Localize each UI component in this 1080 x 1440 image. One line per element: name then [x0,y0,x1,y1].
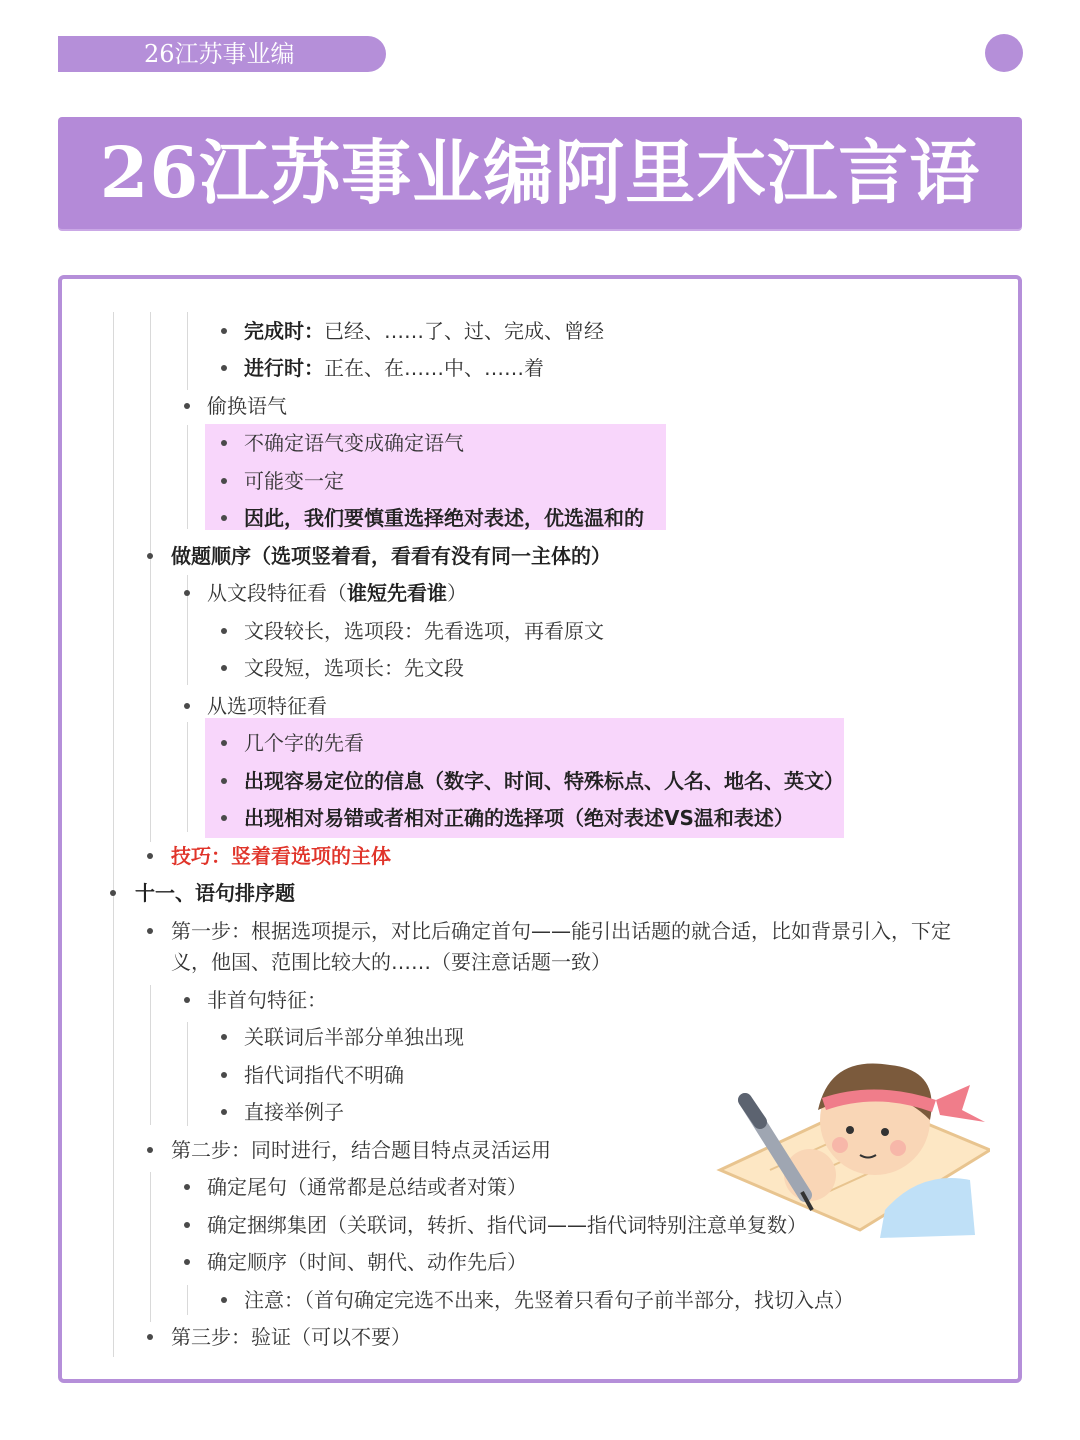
list-item: 出现容易定位的信息（数字、时间、特殊标点、人名、地名、英文） [244,769,844,793]
bullet [184,403,190,409]
list-item: 出现相对易错或者相对正确的选择项（绝对表述VS温和表述） [244,806,794,830]
bullet [221,515,227,521]
bullet [184,590,190,596]
list-item: 非首句特征： [207,988,327,1012]
list-item: 不确定语气变成确定语气 [244,431,464,455]
guide-line-level3 [187,722,188,832]
list-item: 直接举例子 [244,1100,344,1124]
list-item: 注意：（首句确定完选不出来，先竖着只看句子前半部分，找切入点） [244,1288,854,1312]
list-item: 文段短，选项长：先文段 [244,656,464,680]
section-heading: 十一、语句排序题 [135,881,295,905]
bullet [221,365,227,371]
guide-line-level2 [150,312,151,842]
guide-line-level3 [187,1285,188,1315]
bullet [147,928,153,934]
guide-line-level1 [113,312,114,1357]
guide-line-level3 [187,312,188,390]
list-item-continuation: 义，他国、范围比较大的……（要注意话题一致） [171,950,611,974]
list-item: 进行时：正在、在……中、……着 [244,356,544,380]
header-tag [58,36,386,72]
list-item: 完成时：已经、……了、过、完成、曾经 [244,319,604,343]
list-item: 几个字的先看 [244,731,364,755]
guide-line-level2 [150,1172,151,1322]
guide-line-level2 [150,985,151,1125]
list-item: 第二步：同时进行，结合题目特点灵活运用 [171,1138,551,1162]
list-item: 文段较长，选项段：先看选项，再看原文 [244,619,604,643]
list-item: 因此，我们要慎重选择绝对表述，优选温和的 [244,506,644,530]
bullet [110,890,116,896]
title-banner [58,117,1022,229]
list-item: 关联词后半部分单独出现 [244,1025,464,1049]
bullet [221,328,227,334]
bullet [221,1072,227,1078]
list-item: 可能变一定 [244,469,344,493]
bullet [184,997,190,1003]
bullet [184,703,190,709]
page-title: 26江苏事业编阿里木江言语 [99,131,981,214]
bullet [221,1034,227,1040]
list-item: 从选项特征看 [207,694,327,718]
bullet [184,1184,190,1190]
bullet [221,778,227,784]
bullet [147,1334,153,1340]
bullet [221,1297,227,1303]
bullet [221,478,227,484]
bullet [147,553,153,559]
bullet [184,1222,190,1228]
list-item: 第一步：根据选项提示，对比后确定首句——能引出话题的就合适，比如背景引入，下定 [171,919,951,943]
bullet [221,815,227,821]
bullet [221,740,227,746]
list-item: 确定顺序（时间、朝代、动作先后） [207,1250,527,1274]
bullet [221,440,227,446]
list-item: 指代词指代不明确 [244,1063,404,1087]
bullet [184,1259,190,1265]
header-tag-label: 26江苏事业编 [144,40,295,68]
list-item: 确定尾句（通常都是总结或者对策） [207,1175,527,1199]
list-item: 确定捆绑集团（关联词，转折、指代词——指代词特别注意单复数） [207,1213,807,1237]
list-item: 从文段特征看（谁短先看谁） [207,581,467,605]
tip-item: 技巧：竖着看选项的主体 [171,844,391,868]
guide-line-level3 [187,1022,188,1126]
guide-line-level3 [187,425,188,529]
bullet [221,1109,227,1115]
decorative-dot [985,34,1023,72]
bullet [221,665,227,671]
list-item: 偷换语气 [207,394,287,418]
bullet [147,853,153,859]
list-item: 第三步：验证（可以不要） [171,1325,411,1349]
list-item: 做题顺序（选项竖着看，看看有没有同一主体的） [171,544,611,568]
bullet [221,628,227,634]
bullet [147,1147,153,1153]
